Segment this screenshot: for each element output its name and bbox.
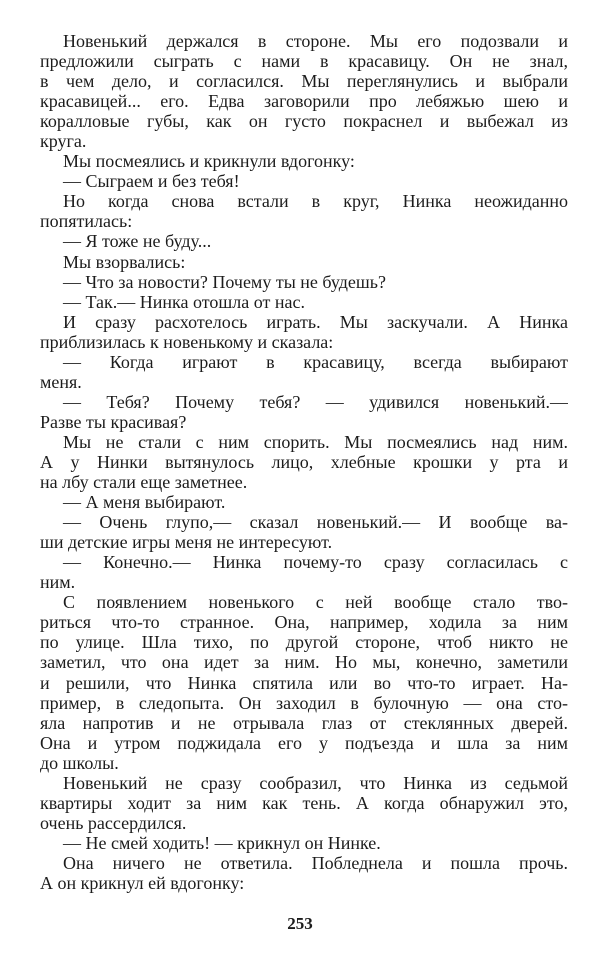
text-line: Она ничего не ответила. Побледнела и пошла прочь.	[63, 852, 568, 873]
text-line: А он крикнул ей вдогонку:	[40, 872, 245, 893]
text-line: по улице. Шла тихо, по другой стороне, чтоб никто не	[40, 632, 568, 653]
text-line: С появлением новенького с ней вообще стало тво-	[63, 592, 568, 613]
text-line: квартиры ходит за ним как тень. А когда обнаружил это,	[40, 792, 568, 813]
text-line: — Конечно.— Нинка почему-то сразу согласилась с	[63, 552, 568, 573]
text-line: пример, в следопыта. Он заходил в булочную — она сто-	[40, 692, 568, 713]
text-line: попятилась:	[40, 211, 133, 232]
text-line: Разве ты красивая?	[40, 411, 187, 432]
text-line: до школы.	[40, 752, 119, 773]
text-line: Но когда снова встали в круг, Нинка неожиданно	[63, 191, 568, 212]
text-line: Новенький держался в стороне. Мы его подозвали и	[63, 31, 568, 51]
text-line: — Сыграем и без тебя!	[63, 171, 240, 192]
text-line: А у Нинки вытянулось лицо, хлебные крошки у рта и	[40, 451, 568, 472]
text-line: коралловые губы, как он густо покраснел и выбежал из	[40, 111, 568, 132]
text-line: предложили сыграть с нами в красавицу. Он не знал,	[40, 51, 568, 72]
text-line: приблизилась к новенькому и сказала:	[40, 331, 334, 352]
text-line: Она и утром поджидала его у подъезда и шла за ним	[40, 732, 568, 753]
text-line: меня.	[40, 371, 82, 392]
text-line: и решили, что Нинка спятила или во что-то играет. На-	[40, 672, 568, 693]
text-line: ним.	[40, 572, 76, 593]
text-line: — Когда играют в красавицу, всегда выбирают	[63, 351, 568, 372]
text-line: — Не смей ходить! — крикнул он Нинке.	[63, 832, 381, 853]
text-line: Мы посмеялись и крикнули вдогонку:	[63, 151, 355, 172]
text-line: на лбу стали еще заметнее.	[40, 472, 248, 493]
text-line: И сразу расхотелось играть. Мы заскучали. А Нинка	[63, 311, 568, 332]
text-line: — Я тоже не буду...	[63, 231, 212, 252]
text-line: Мы взорвались:	[63, 251, 186, 272]
text-line: — Так.— Нинка отошла от нас.	[63, 291, 305, 312]
text-line: ши детские игры меня не интересуют.	[40, 532, 333, 553]
text-line: риться что-то странное. Она, например, ходила за ним	[40, 612, 568, 633]
text-line: — А меня выбирают.	[63, 492, 226, 513]
text-line: — Очень глупо,— сказал новенький.— И вообще ва-	[63, 512, 568, 533]
text-line: заметил, что она идет за ним. Но мы, конечно, заметили	[40, 652, 568, 673]
text-line: Новенький не сразу сообразил, что Нинка из седьмой	[63, 772, 568, 793]
text-line: красавицей... его. Едва заговорили про лебяжью шею и	[40, 91, 568, 112]
text-line: Мы не стали с ним спорить. Мы посмеялись над ним.	[63, 431, 568, 452]
body-text	[40, 31, 568, 893]
text-line: круга.	[40, 131, 87, 152]
text-line: в чем дело, и согласился. Мы переглянулись и выбрали	[40, 71, 568, 92]
text-line: очень рассердился.	[40, 812, 187, 833]
page-number: 253	[287, 914, 313, 933]
text-line: яла напротив и не отрывала глаз от стеклянных дверей.	[40, 712, 568, 733]
text-line: — Тебя? Почему тебя? — удивился новенький.—	[63, 391, 568, 412]
text-line: — Что за новости? Почему ты не будешь?	[63, 271, 386, 292]
